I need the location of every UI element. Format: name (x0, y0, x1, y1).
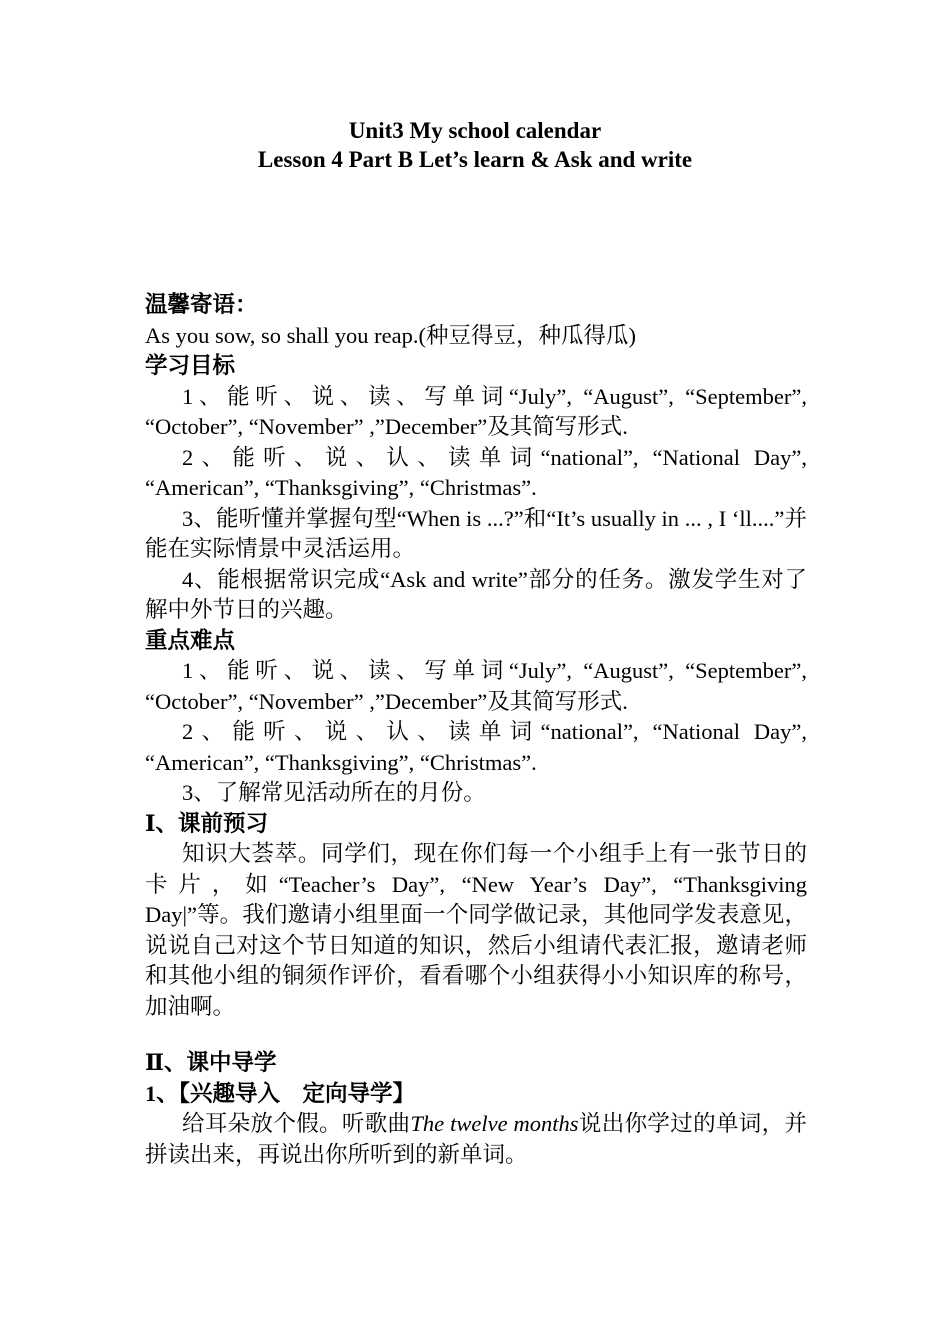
objective-item: 1、能听、说、读、写单词“July”, “August”, “September”, “October”, “November” ,”December”及其简写形式. (145, 383, 807, 439)
unit-title: Unit3 My school calendar (348, 118, 602, 143)
key-points-heading: 重点难点 (145, 627, 236, 653)
objective-item: 2、能听、说、认、读单词“national”, “National Day”, “American”, “Thanksgiving”, “Christmas”. (145, 444, 807, 500)
preview-text: 知识大荟萃。同学们，现在你们每一个小组手上有一张节日的卡片，如“Teacher’s Day”, “New Year’s Day”, “Thanksgiving Day|”等。我们邀请小组里面一个同学做记录，其他同学发表意见，说说自己对这个节日知道的知识，然后小组请代表汇报，邀请老师和其他小组的铜须作评价，看看哪个小组获得小小知识库的称号，加油啊。 (145, 841, 807, 1019)
guided-heading: Ⅱ、课中导学 (145, 1050, 277, 1075)
guided-text-after: 说出你学过的单词，并拼读出来，再说出你所听到的新单词。 (145, 1111, 807, 1167)
preview-heading: Ⅰ、课前预习 (145, 810, 269, 836)
guided-text-before: 给耳朵放个假。听歌曲 (182, 1111, 411, 1136)
guided-text (145, 1109, 807, 1170)
greeting-text: As you sow, so shall you reap.(种豆得豆，种瓜得瓜) (145, 322, 637, 348)
key-point-item: 3、了解常见活动所在的月份。 (182, 780, 486, 805)
song-title: The twelve months (410, 1111, 579, 1136)
key-point-item: 1、能听、说、读、写单词“July”, “August”, “September”, “October”, “November” ,”December”及其简写形式. (145, 658, 807, 714)
objective-item: 3、能听懂并掌握句型“When is ...?”和“It’s usually in ... , I ‘ll....”并能在实际情景中灵活运用。 (145, 505, 807, 561)
guided-subheading: 1、【兴趣导入 定向导学】 (145, 1080, 416, 1106)
objectives-heading: 学习目标 (145, 353, 236, 378)
lesson-title: Lesson 4 Part B Let’s learn & Ask and write (257, 147, 693, 172)
key-point-item: 2、能听、说、认、读单词“national”, “National Day”, “American”, “Thanksgiving”, “Christmas”. (145, 719, 807, 775)
spacer (145, 1022, 807, 1048)
document-body (145, 290, 807, 1170)
objective-item: 4、能根据常识完成“Ask and write”部分的任务。激发学生对了解中外节日的兴趣。 (145, 566, 807, 622)
greeting-heading: 温馨寄语： (145, 292, 258, 317)
